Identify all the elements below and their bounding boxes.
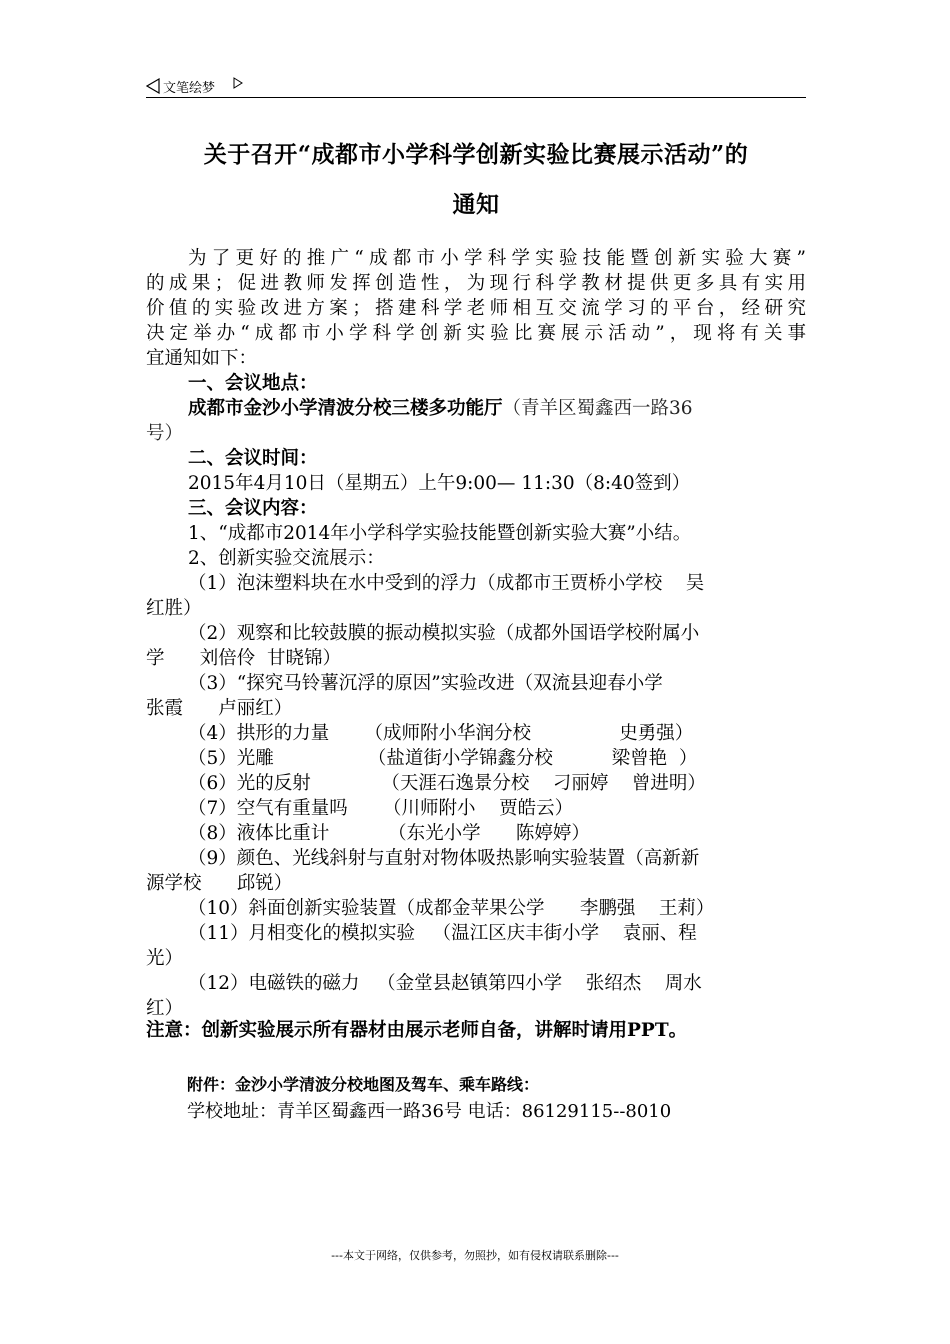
- header-brand: 文笔绘梦: [163, 81, 216, 96]
- content-item: （12）电磁铁的磁力 （金堂县赵镇第四小学 张绍杰 周水: [188, 973, 702, 994]
- content-item: 红）: [146, 998, 184, 1019]
- location-name: 成都市金沙小学清波分校三楼多功能厅: [188, 398, 503, 419]
- attachment-title: 附件：金沙小学清波分校地图及驾车、乘车路线：: [187, 1075, 540, 1094]
- content-item: 张霞 卢丽红）: [146, 698, 293, 719]
- content-item: （7）空气有重量吗 （川师附小 贾皓云）: [188, 798, 574, 819]
- content-item: 学 刘倍伶 甘晓锦）: [146, 648, 342, 669]
- time-signin: （8:40签到）: [574, 473, 691, 494]
- content-item: （6）光的反射 （天涯石逸景分校 刁丽婷 曾进明）: [188, 773, 706, 794]
- content-item: （4）拱形的力量 （成师附小华润分校 史勇强）: [188, 723, 694, 744]
- content-item: 光）: [146, 948, 184, 969]
- content-item: （1）泡沫塑料块在水中受到的浮力（成都市王贾桥小学校 吴: [188, 573, 705, 594]
- content-item: （8）液体比重计 （东光小学 陈婷婷）: [188, 823, 590, 844]
- page-footer: ---本文于网络，仅供参考，勿照抄，如有侵权请联系删除---: [331, 1249, 619, 1262]
- content-item: （11）月相变化的模拟实验 （温江区庆丰街小学 袁丽、程: [188, 923, 697, 944]
- intro-line: 为了更好的推广“成都市小学科学实验技能暨创新实验大赛”: [188, 248, 806, 269]
- document-body: [146, 246, 806, 1021]
- location-line: [146, 396, 806, 421]
- page-header: [146, 74, 806, 98]
- content-item: 1、“成都市2014年小学科学实验技能暨创新实验大赛”小结。: [188, 523, 692, 544]
- note-text: 注意：创新实验展示所有器材由展示老师自备，讲解时请用PPT。: [146, 1020, 688, 1041]
- content-heading: 三、会议内容：: [188, 498, 318, 519]
- location-heading: 一、会议地点：: [188, 373, 318, 394]
- triangle-right-icon: [233, 77, 243, 89]
- triangle-left-icon: [146, 78, 160, 94]
- time-line: [146, 471, 806, 496]
- content-item: （9）颜色、光线斜射与直射对物体吸热影响实验装置（高新新: [188, 848, 700, 869]
- content-item: 源学校 邱锐）: [146, 873, 293, 894]
- document-title-line2: 通知: [452, 191, 500, 218]
- content-item: （5）光雕 （盐道街小学锦鑫分校 梁曾艳 ）: [188, 748, 698, 769]
- header-rule: [146, 97, 806, 98]
- time-value: 2015年4月10日（星期五）上午9:00— 11:30: [188, 473, 575, 494]
- intro-line: 价值的实验改进方案；搭建科学老师相互交流学习的平台，经研究: [146, 298, 806, 319]
- location-address: （青羊区蜀鑫西一路36: [502, 398, 693, 419]
- document-title-line1: 关于召开“成都市小学科学创新实验比赛展示活动”的: [203, 141, 749, 168]
- time-heading: 二、会议时间：: [188, 448, 318, 469]
- content-item: 2、创新实验交流展示：: [188, 548, 385, 569]
- content-item: （10）斜面创新实验装置（成都金苹果公学 李鹏强 王莉）: [188, 898, 715, 919]
- content-item: 红胜）: [146, 598, 202, 619]
- attachment-address: 学校地址：青羊区蜀鑫西一路36号 电话：86129115--8010: [187, 1101, 672, 1122]
- intro-line: 决定举办“成都市小学科学创新实验比赛展示活动”，现将有关事: [146, 323, 806, 344]
- intro-line: 的成果；促进教师发挥创造性，为现行科学教材提供更多具有实用: [146, 273, 806, 294]
- content-item: （2）观察和比较鼓膜的振动模拟实验（成都外国语学校附属小: [188, 623, 700, 644]
- location-cont: 号）: [146, 423, 184, 444]
- intro-line: 宜通知如下：: [146, 348, 258, 369]
- content-item: （3）“探究马铃薯沉浮的原因”实验改进（双流县迎春小学: [188, 673, 663, 694]
